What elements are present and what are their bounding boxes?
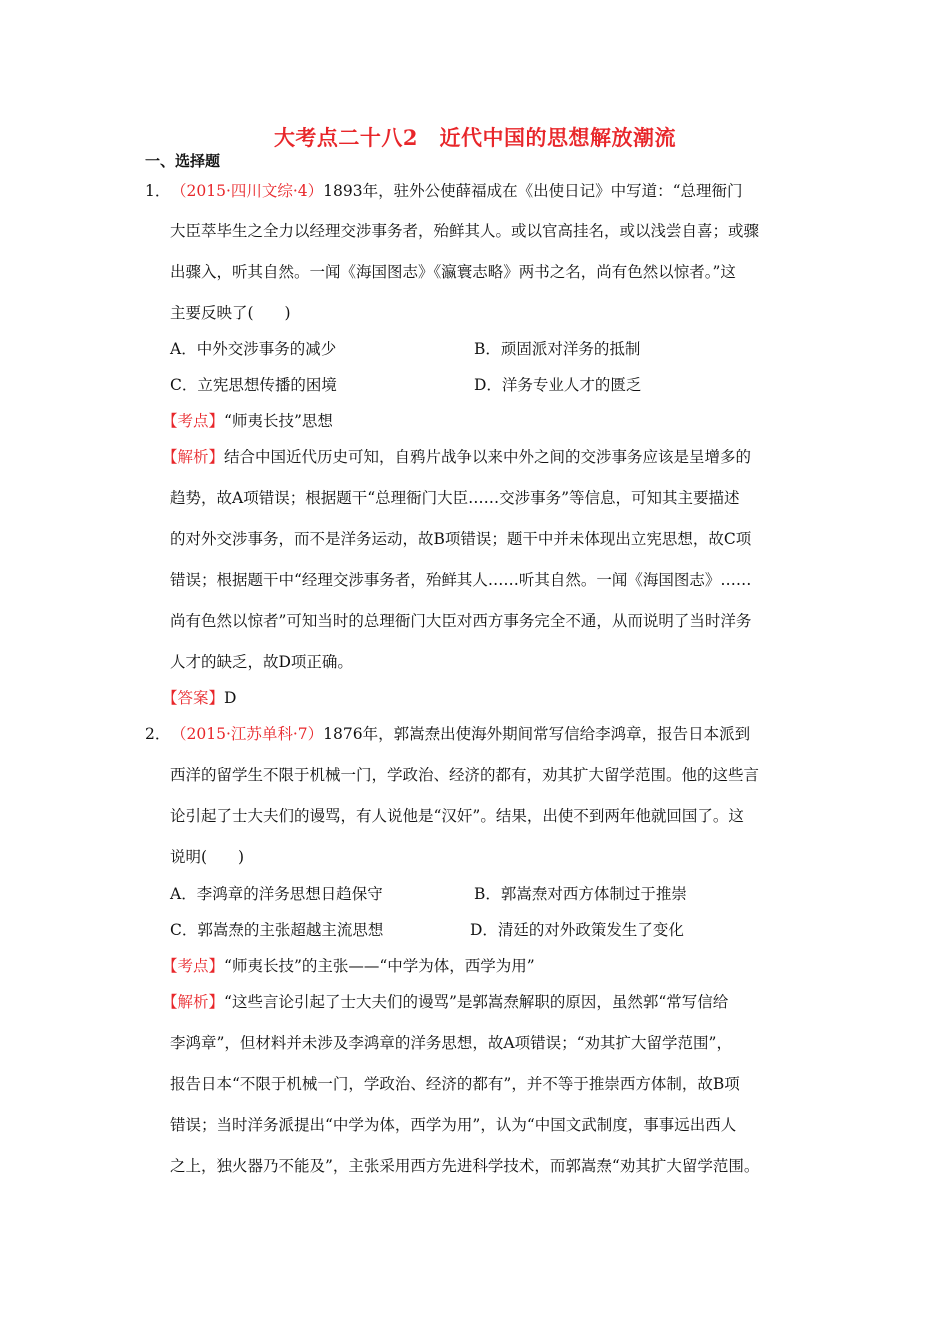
question-1-option-d: D．洋务专业人才的匮乏 <box>474 376 642 394</box>
question-1-option-a: A．中外交涉事务的减少 <box>170 340 337 358</box>
question-1-analysis-text: 结合中国近代历史可知，自鸦片战争以来中外之间的交涉事务应该是呈增多的 <box>224 448 752 466</box>
question-2-line-4: 说明( ) <box>170 848 245 866</box>
question-1-analysis-tag: 【解析】 <box>162 448 225 466</box>
question-1-line-1 <box>145 181 743 201</box>
question-2-line-3: 论引起了士大夫们的谩骂，有人说他是“汉奸”。结果，出使不到两年他就回国了。这 <box>170 807 744 825</box>
question-2-analysis-line-3: 报告日本“不限于机械一门，学政治、经济的都有”，并不等于推崇西方体制，故B项 <box>170 1075 740 1093</box>
question-1-point-text: “师夷长技”思想 <box>224 412 333 430</box>
question-1-source: （2015·四川文综·4） <box>171 182 324 200</box>
question-1-text: 1893年，驻外公使薛福成在《出使日记》中写道：“总理衙门 <box>323 182 743 200</box>
question-1-line-2: 大臣萃毕生之全力以经理交涉事务者，殆鲜其人。或以官高挂名，或以浅尝自喜；或骤 <box>170 222 760 240</box>
question-2-point-tag: 【考点】 <box>162 957 225 975</box>
question-2-line-2: 西洋的留学生不限于机械一门，学政治、经济的都有，劝其扩大留学范围。他的这些言 <box>170 766 760 784</box>
question-1-analysis-line-3: 的对外交涉事务，而不是洋务运动，故B项错误；题干中并未体现出立宪思想，故C项 <box>170 530 752 548</box>
question-1-number: 1． <box>145 182 171 200</box>
question-2-analysis-text: “这些言论引起了士大夫们的谩骂”是郭嵩焘解职的原因，虽然郭“常写信给 <box>224 993 729 1011</box>
question-1-analysis-line-1 <box>162 447 751 467</box>
question-1-analysis-line-2: 趋势，故A项错误；根据题干“总理衙门大臣……交涉事务”等信息，可知其主要描述 <box>170 489 740 507</box>
page-title: 大考点二十八2 近代中国的思想解放潮流 <box>273 125 677 150</box>
question-2-number: 2． <box>145 725 171 743</box>
question-1-line-4: 主要反映了( ) <box>170 304 291 322</box>
question-1-analysis-line-6: 人才的缺乏，故D项正确。 <box>170 653 353 671</box>
question-1-point-tag: 【考点】 <box>162 412 225 430</box>
question-2-option-a: A．李鸿章的洋务思想日趋保守 <box>170 885 383 903</box>
question-2-analysis-tag: 【解析】 <box>162 993 225 1011</box>
question-1-option-c: C．立宪思想传播的困境 <box>170 376 337 394</box>
question-2-source: （2015·江苏单科·7） <box>171 725 324 743</box>
question-2-analysis-line-4: 错误；当时洋务派提出“中学为体，西学为用”，认为“中国文武制度，事事远出西人 <box>170 1116 737 1134</box>
question-1-analysis-line-4: 错误；根据题干中“经理交涉事务者，殆鲜其人……听其自然。一闻《海国图志》…… <box>170 571 752 589</box>
question-2-line-1 <box>145 724 750 744</box>
section-heading: 一、选择题 <box>145 152 221 170</box>
question-2-option-c: C．郭嵩焘的主张超越主流思想 <box>170 921 384 939</box>
question-2-analysis-line-2: 李鸿章”，但材料并未涉及李鸿章的洋务思想，故A项错误；“劝其扩大留学范围”， <box>170 1034 732 1052</box>
question-2-text: 1876年，郭嵩焘出使海外期间常写信给李鸿章，报告日本派到 <box>323 725 751 743</box>
question-1-line-3: 出骤入，听其自然。一闻《海国图志》《瀛寰志略》两书之名，尚有色然以惊者。”这 <box>170 263 736 281</box>
question-2-analysis-line-5: 之上，独火器乃不能及”，主张采用西方先进科学技术，而郭嵩焘“劝其扩大留学范围。 <box>170 1157 760 1175</box>
question-2-point-text: “师夷长技”的主张——“中学为体，西学为用” <box>224 957 535 975</box>
question-2-point <box>162 956 535 976</box>
question-2-option-d: D．清廷的对外政策发生了变化 <box>470 921 684 939</box>
question-1-analysis-line-5: 尚有色然以惊者”可知当时的总理衙门大臣对西方事务完全不通，从而说明了当时洋务 <box>170 612 752 630</box>
question-1-answer-tag: 【答案】 <box>162 689 225 707</box>
question-1-point <box>162 411 333 431</box>
question-1-option-b: B．顽固派对洋务的抵制 <box>474 340 641 358</box>
question-2-analysis-line-1 <box>162 992 728 1012</box>
question-1-answer <box>162 688 236 708</box>
question-2-option-b: B．郭嵩焘对西方体制过于推崇 <box>474 885 687 903</box>
question-1-answer-value: D <box>224 689 237 707</box>
